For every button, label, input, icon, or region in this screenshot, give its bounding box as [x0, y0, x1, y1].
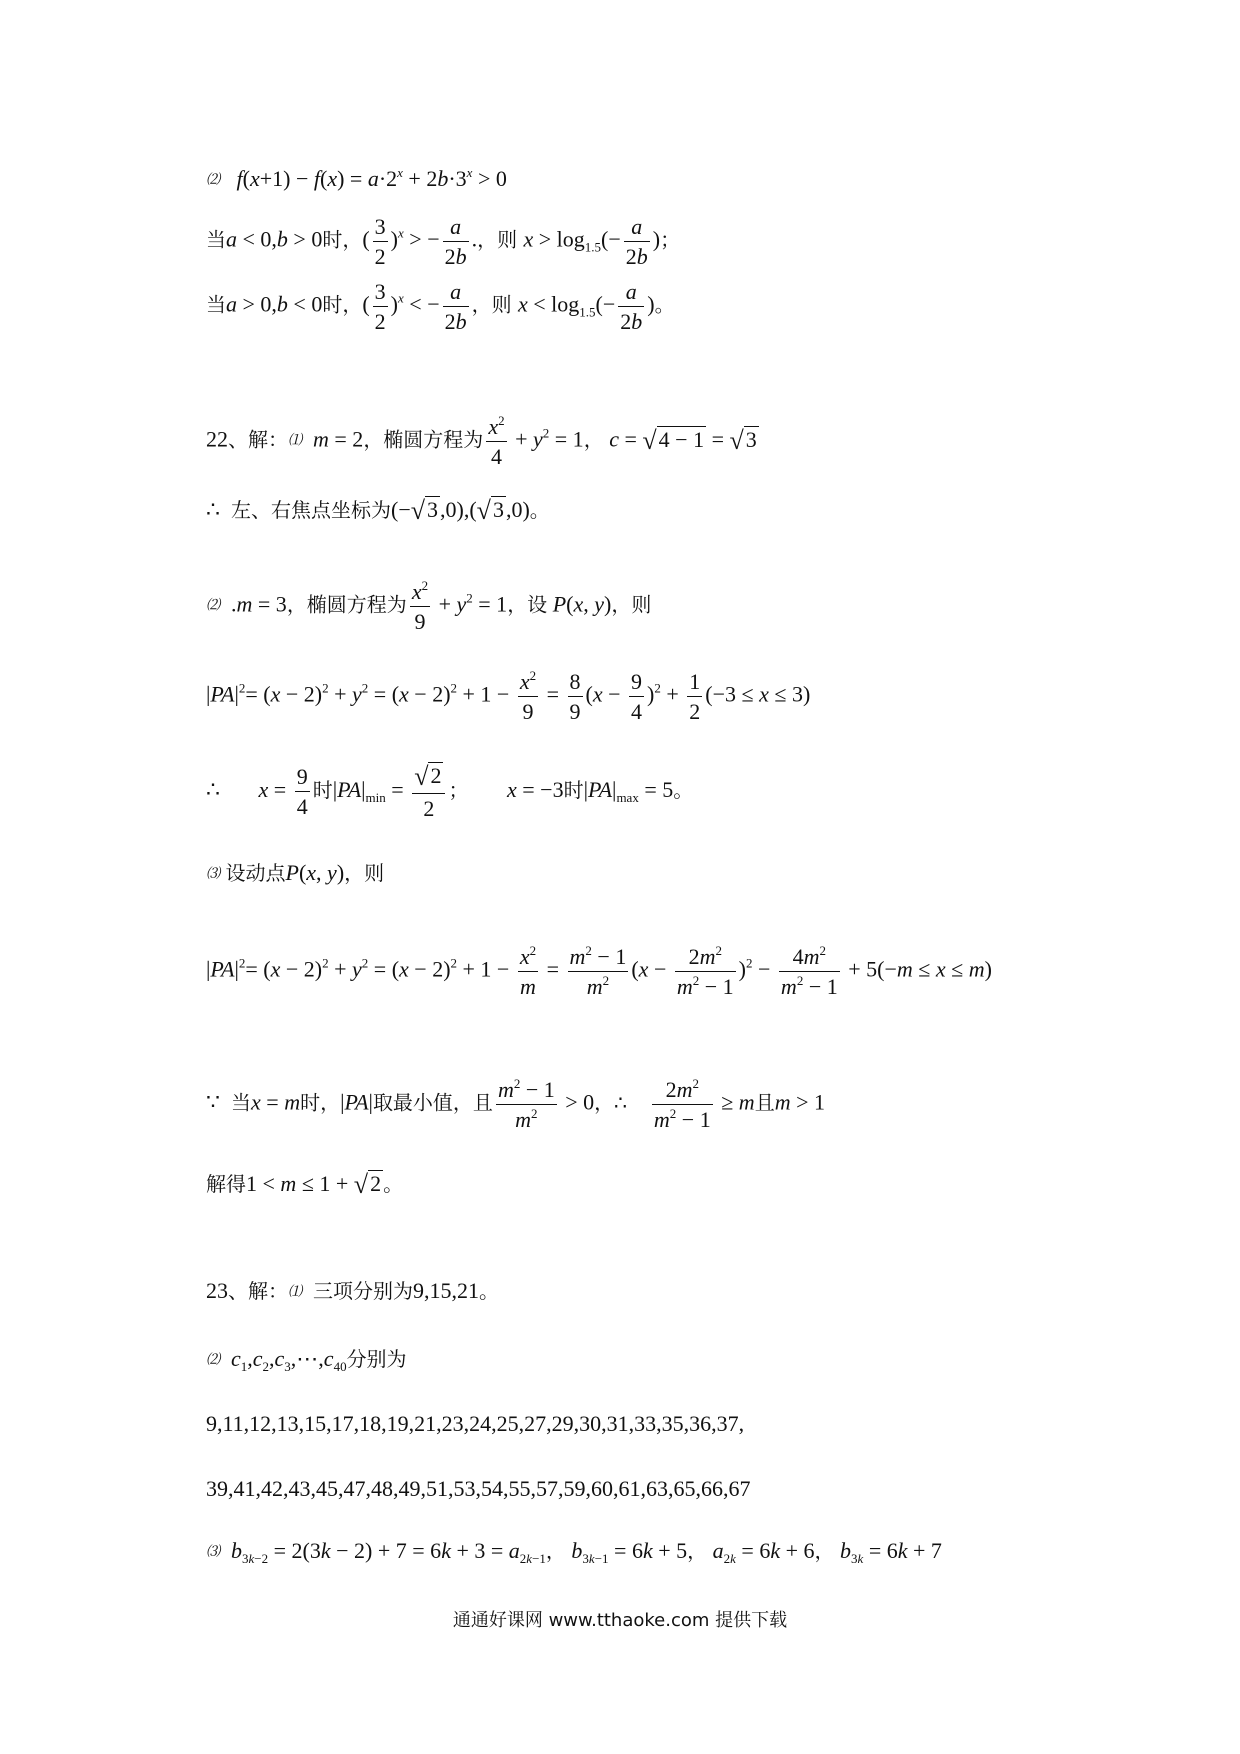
problem-23-sequence-line-2: 39,41,42,43,45,47,48,49,51,53,54,55,57,59,60,61,63,65,66,67 — [206, 1476, 751, 1501]
problem-22-line-5: ∴ x = $\frac{9}{4}$ 时$|PA|_{min}$ = $\frac{√2}{2}$ ； x = −3时$|PA|_{max} = 5$。 — [206, 762, 694, 822]
problem-23-sequence-line-1: 9,11,12,13,15,17,18,19,21,23,24,25,27,29,30,31,33,35,36,37, — [206, 1411, 745, 1436]
problem-22-line-4: $|PA|^2= (x - 2)^2 + y^2 = (x - 2)^2 + 1$ − $\frac{x^2}{9}$ = $\frac{8}{9}$ (x − $\frac{9}{4}$ )$^2$ + $\frac{1}{2}$ (−3 ≤ x ≤ 3) — [206, 668, 811, 725]
problem-22-line-2: ∴ 左、右焦点坐标为(−√3,0),(√3,0)。 — [206, 496, 550, 525]
problem-23-line-2: ⑵ $c_1,c_2,c_3,\cdots,c_{40}$分别为 — [206, 1346, 407, 1374]
problem-22-line-8: ∵ 当x = m时，|PA|取最小值，且 $\frac{m^2 - 1}{m^2}$ > 0，∴ $\frac{2m^2}{m^2 - 1}$ ≥ m且m > 1 — [206, 1076, 825, 1133]
footer-source: 通通好课网 www.tthaoke.com 提供下载 — [452, 1610, 788, 1631]
problem-23-line-3: ⑶ $b_{3k-2} = 2(3k - 2) + 7 = 6k + 3 = a_{2k-1}$， $b_{3k-1} = 6k + 5$， $a_{2k} = 6k + 6$， $b_{3k} = 6k + 7$ — [206, 1538, 942, 1566]
solution-line-2: 当a < 0,b > 0时，( $\frac{3}{2}$ )$^x$ > − $\frac{a}{2b}$ .，则 $x > \log_{1.5}(-$ $\frac{a}{2b}$ )； — [206, 214, 681, 270]
problem-22-line-1: 22、解：⑴ m = 2，椭圆方程为 $\frac{x^2}{4}$ + $y^2 = 1$， c = √4 − 1 = √3 — [206, 413, 757, 470]
problem-22-line-3: ⑵ .m = 3，椭圆方程为 $\frac{x^2}{9}$ + $y^2 = 1$，设 P(x, y)，则 — [206, 578, 652, 635]
solution-line-3: 当a > 0,b < 0时，( $\frac{3}{2}$ )$^x$ < − $\frac{a}{2b}$ ，则 $x < \log_{1.5}(-$ $\frac{a}{2b}$ )。 — [206, 279, 675, 335]
solution-line-1: ⑵ $f(x+1) - f(x) = a\cdot 2^x + 2b\cdot 3^x > 0$ — [206, 165, 507, 191]
problem-22-line-7: $|PA|^2= (x - 2)^2 + y^2 = (x - 2)^2 + 1$ − $\frac{x^2}{m}$ = $\frac{m^2 - 1}{m^2}$ (x − $\frac{2m^2}{m^2 - 1}$ )$^2$ − $\frac{4m^2}{m^2 - 1}$ + 5(−m ≤ x ≤ m) — [206, 943, 992, 1000]
problem-23-line-1: 23、解：⑴ 三项分别为9,15,21。 — [206, 1278, 499, 1303]
problem-22-line-9: 解得1 < m ≤ 1 + √2 。 — [206, 1170, 404, 1199]
problem-22-line-6: ⑶ 设动点P(x, y)，则 — [206, 860, 385, 885]
